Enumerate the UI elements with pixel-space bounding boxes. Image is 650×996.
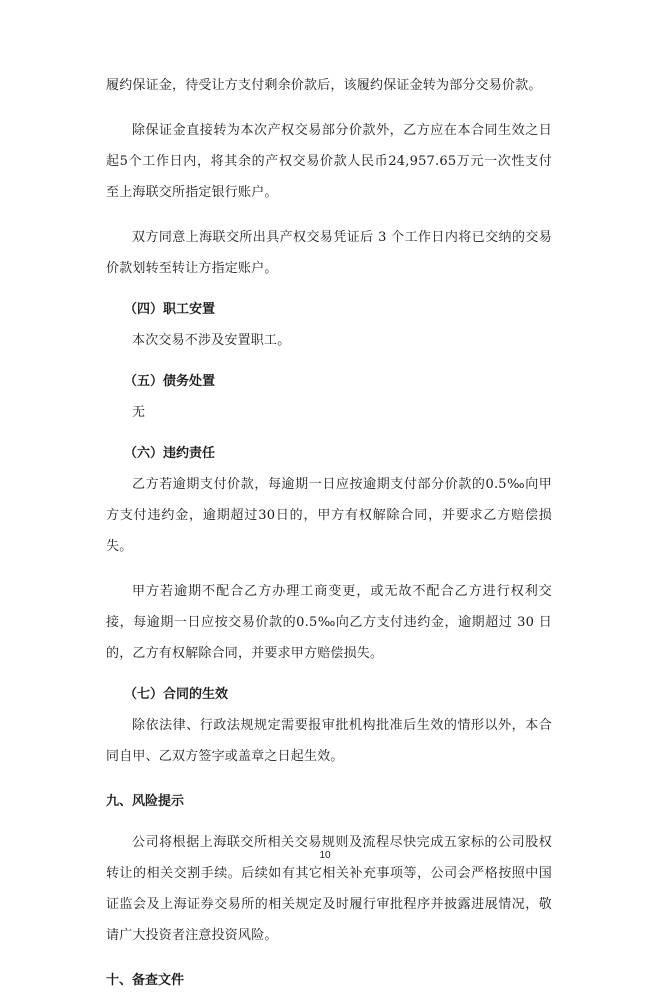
paragraph-buyer-breach: 乙方若逾期支付价款，每逾期一日应按逾期支付部分价款的0.5‰向甲方支付违约金，逾期超过30日的，甲方有权解除合同，并要求乙方赔偿损失。: [106, 477, 552, 554]
heading-risk-warning: 九、风险提示: [106, 794, 185, 809]
paragraph-transfer-to-seller: 双方同意上海联交所出具产权交易凭证后 3 个工作日内将已交纳的交易价款划转至转让方指定账户。: [106, 230, 552, 276]
page-number: 10: [319, 850, 331, 861]
paragraph-seller-breach: 甲方若逾期不配合乙方办理工商变更，或无故不配合乙方进行权利交接，每逾期一日应按交易价款的0.5‰向乙方支付违约金，逾期超过 30 日的，乙方有权解除合同，并要求甲方赔偿损失。: [106, 584, 552, 661]
heading-staff-placement: （四）职工安置: [124, 302, 216, 317]
paragraph-remaining-payment: 除保证金直接转为本次产权交易部分价款外，乙方应在本合同生效之日起5个工作日内，将其余的产权交易价款人民币24,957.65万元一次性支付至上海联交所指定银行账户。: [106, 123, 552, 200]
paragraph-risk-warning: 公司将根据上海联交所相关交易规则及流程尽快完成五家标的公司股权转让的相关交割手续。后续如有其它相关补充事项等，公司会严格按照中国证监会及上海证券交易所的相关规定及时履行审批程序并披露进展情况，敬请广大投资者注意投资风险。: [106, 835, 552, 943]
paragraph-contract-effectiveness: 除依法律、行政法规规定需要报审批机构批准后生效的情形以外，本合同自甲、乙双方签字或盖章之日起生效。: [106, 718, 552, 764]
heading-reference-documents: 十、备查文件: [106, 973, 185, 988]
paragraph-debt-disposal: 无: [132, 405, 146, 420]
heading-contract-effectiveness: （七）合同的生效: [124, 687, 229, 702]
paragraph-staff-placement: 本次交易不涉及安置职工。: [132, 333, 291, 348]
heading-debt-disposal: （五）债务处置: [124, 374, 216, 389]
paragraph-deposit-continuation: 履约保证金，待受让方支付剩余价款后，该履约保证金转为部分交易价款。: [106, 78, 542, 93]
heading-breach-liability: （六）违约责任: [124, 446, 216, 461]
